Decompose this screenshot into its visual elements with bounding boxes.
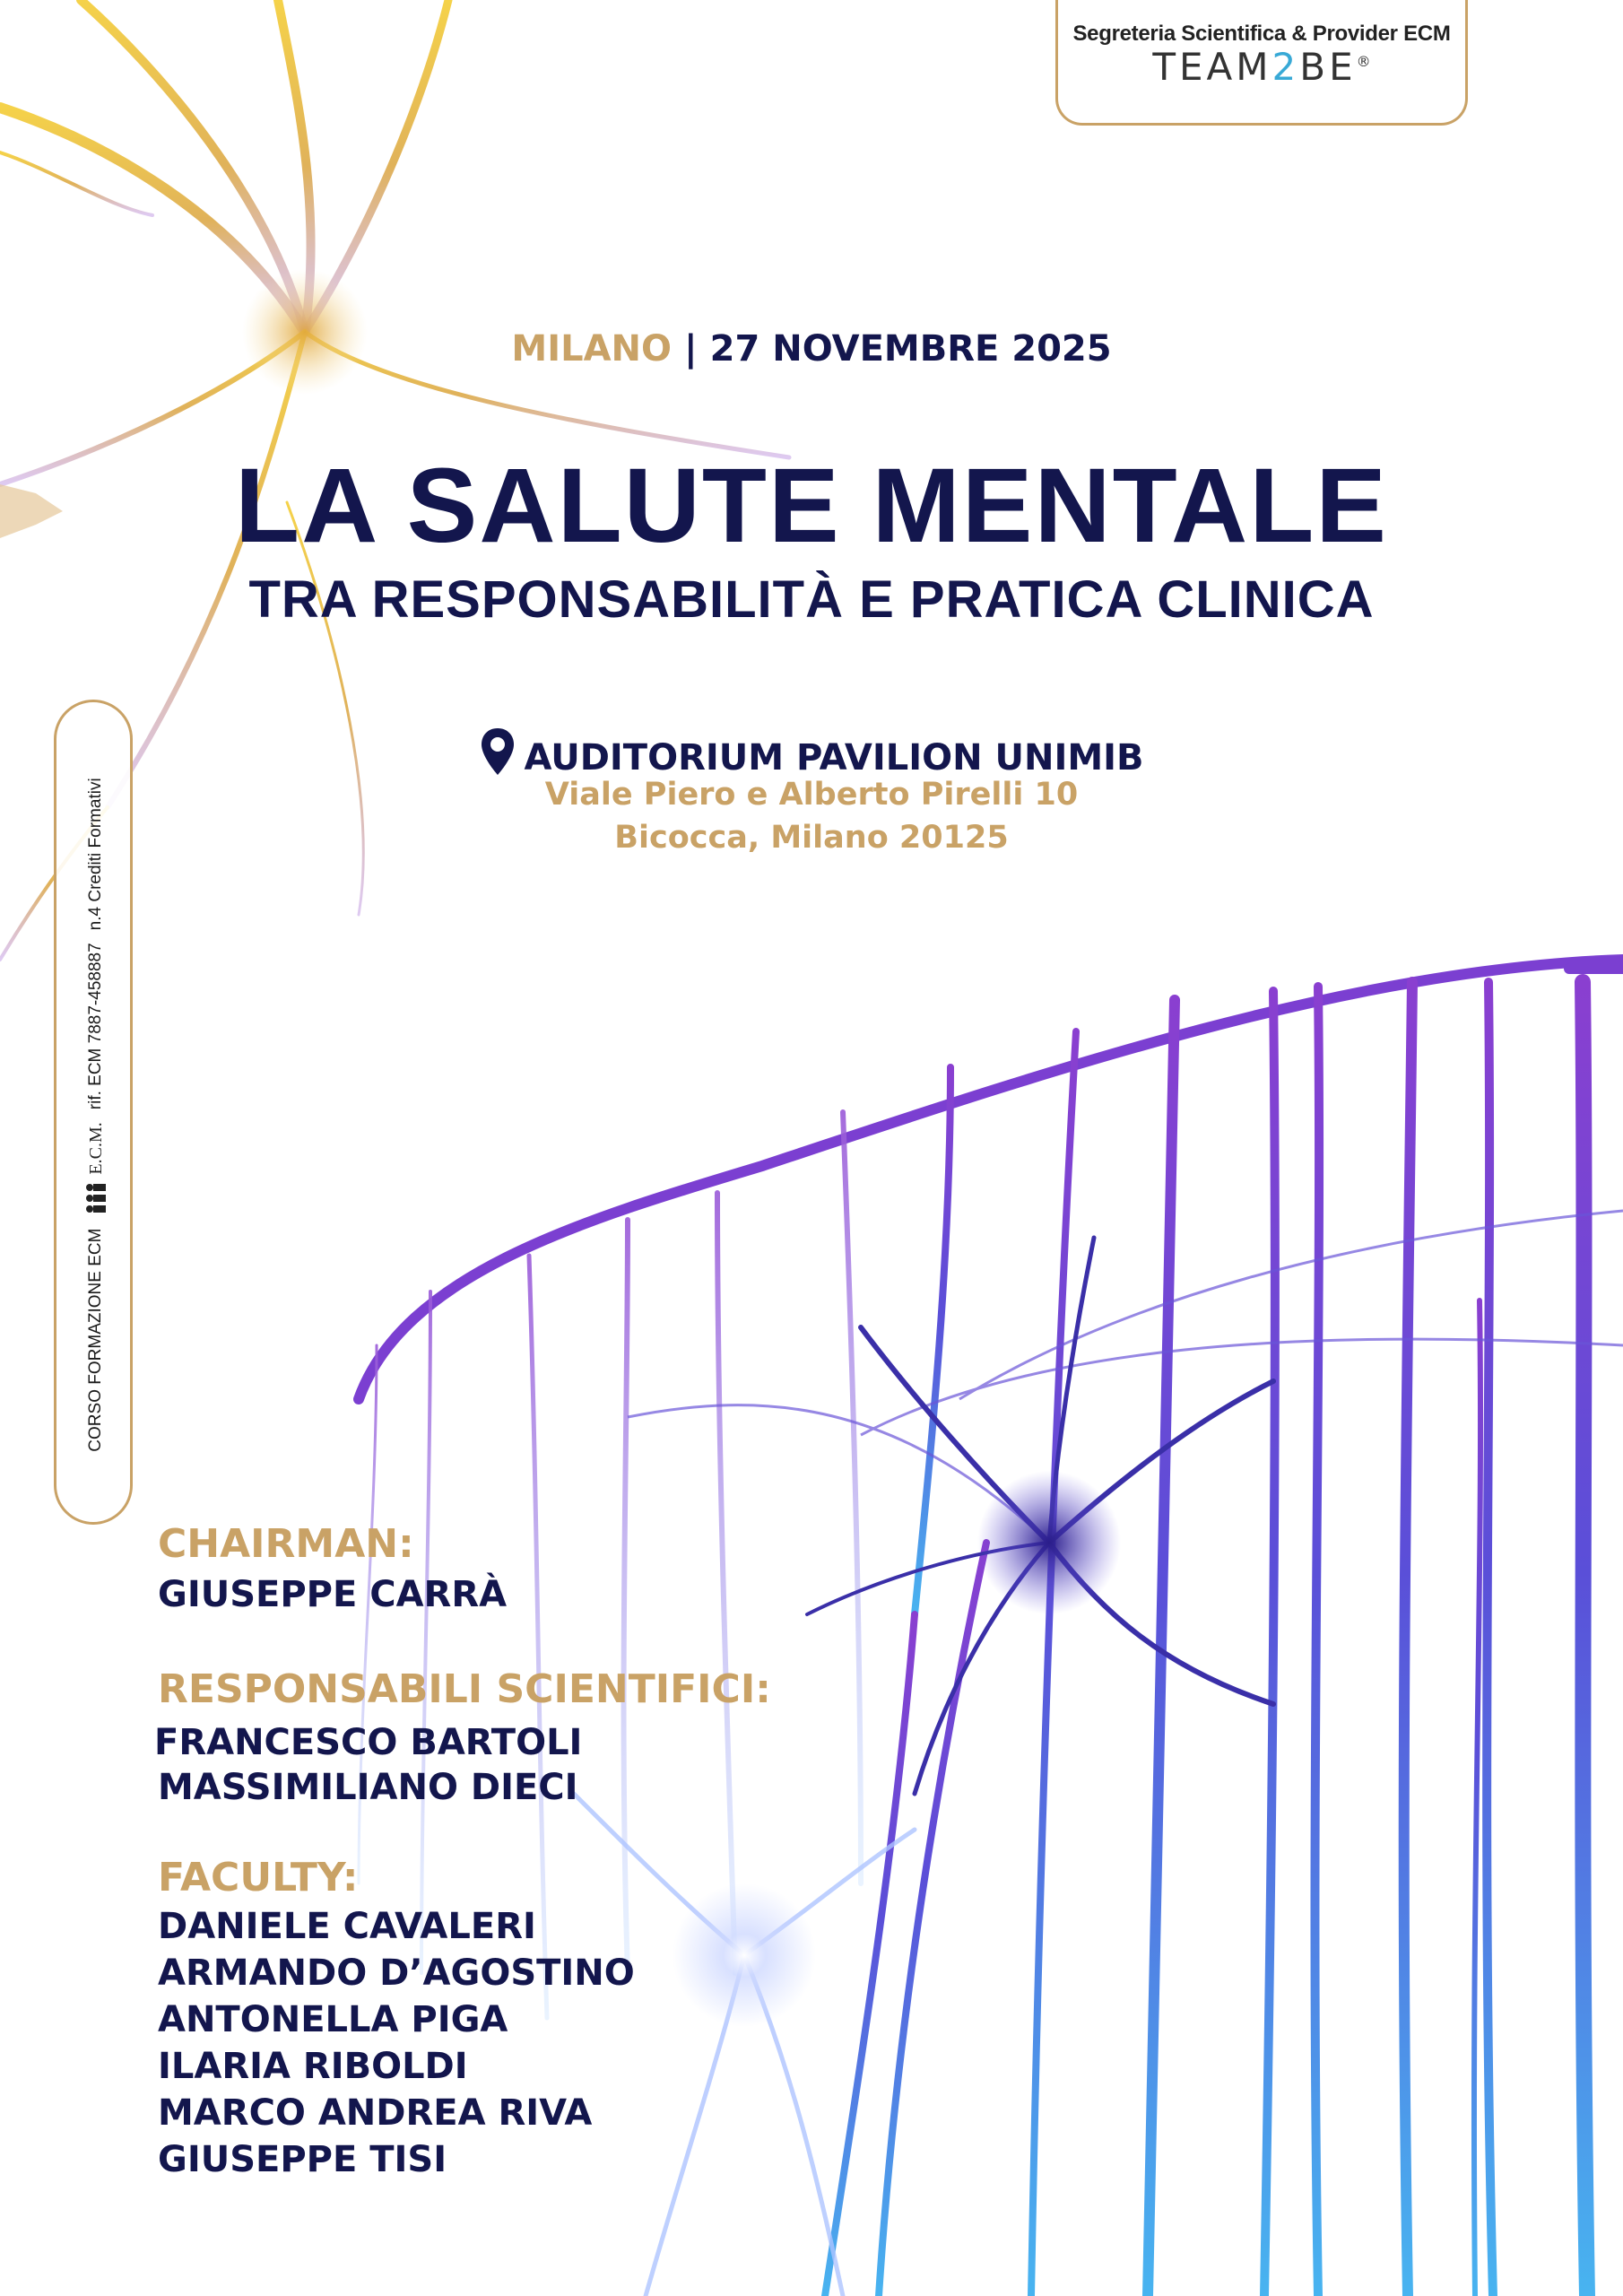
- venue-address-line1: Viale Piero e Alberto Pirelli 10: [544, 777, 1079, 813]
- ecm-info-pill: [54, 700, 133, 1525]
- scientific-name: MASSIMILIANO DIECI: [158, 1767, 578, 1808]
- provider-label: Segreteria Scientifica & Provider ECM: [1072, 22, 1451, 46]
- venue-name: AUDITORIUM PAVILION UNIMIB: [524, 737, 1144, 778]
- ecm-badge-label: E.C.M.: [85, 1122, 106, 1175]
- faculty-name: ILARIA RIBOLDI: [158, 2046, 468, 2087]
- chairman-label: CHAIRMAN:: [158, 1521, 414, 1567]
- date-separator: |: [684, 328, 698, 370]
- faculty-label: FACULTY:: [158, 1855, 359, 1900]
- logo-part-be: BE: [1299, 45, 1357, 89]
- ecm-badge: [84, 1122, 108, 1215]
- logo-part-team: TEAM: [1152, 45, 1272, 89]
- event-date-line: [0, 328, 1623, 370]
- provider-box: [1055, 0, 1468, 126]
- logo-part-two: 2: [1271, 45, 1300, 89]
- location-pin-icon: [480, 726, 516, 777]
- registered-mark: ®: [1356, 53, 1371, 70]
- faculty-name: DANIELE CAVALERI: [158, 1906, 536, 1947]
- event-date: 27 NOVEMBRE 2025: [709, 328, 1112, 370]
- faculty-name: MARCO ANDREA RIVA: [158, 2092, 593, 2134]
- scientific-name: FRANCESCO BARTOLI: [154, 1722, 583, 1763]
- venue-name-line: [0, 726, 1623, 778]
- chairman-name: GIUSEPPE CARRÀ: [158, 1574, 508, 1615]
- event-subtitle: TRA RESPONSABILITÀ E PRATICA CLINICA: [248, 570, 1375, 629]
- event-title: LA SALUTE MENTALE: [234, 447, 1389, 565]
- ecm-figures-icon: [84, 1180, 108, 1216]
- ecm-info-text: [78, 720, 114, 1509]
- ecm-ref: rif. ECM 7887-458887: [86, 943, 105, 1110]
- provider-logo: [1058, 45, 1465, 89]
- venue-address-line2: Bicocca, Milano 20125: [614, 820, 1009, 856]
- faculty-name: ARMANDO D’AGOSTINO: [158, 1952, 635, 1994]
- ecm-course: CORSO FORMAZIONE ECM: [86, 1228, 105, 1452]
- faculty-name: ANTONELLA PIGA: [158, 1999, 508, 2040]
- ecm-credits: n.4 Crediti Formativi: [86, 778, 105, 931]
- event-city: MILANO: [511, 328, 673, 370]
- faculty-name: GIUSEPPE TISI: [158, 2139, 447, 2180]
- scientific-label: RESPONSABILI SCIENTIFICI:: [158, 1666, 771, 1712]
